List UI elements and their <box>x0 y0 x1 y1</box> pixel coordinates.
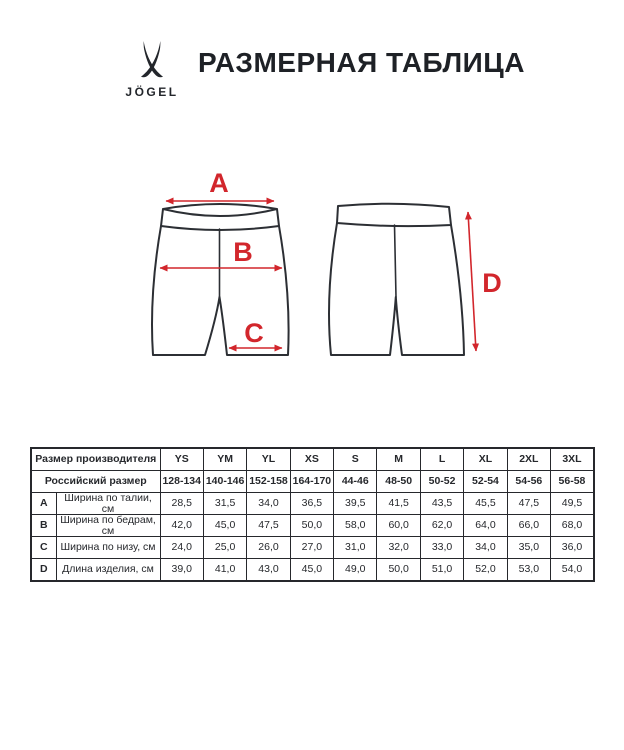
measure-value: 60,0 <box>377 515 420 537</box>
measure-value: 49,0 <box>334 559 377 582</box>
shorts-diagram <box>0 155 624 390</box>
russian-size-cell: 152-158 <box>247 471 290 493</box>
russian-size-label: Российский размер <box>31 471 160 493</box>
measure-value: 45,0 <box>203 515 246 537</box>
measure-value: 53,0 <box>507 559 550 582</box>
measure-value: 62,0 <box>420 515 463 537</box>
measure-key: B <box>31 515 56 537</box>
russian-size-cell: 48-50 <box>377 471 420 493</box>
measure-value: 31,0 <box>334 537 377 559</box>
measure-value: 58,0 <box>334 515 377 537</box>
measure-value: 33,0 <box>420 537 463 559</box>
measure-value: 45,0 <box>290 559 333 582</box>
measure-label: Длина изделия, см <box>56 559 160 582</box>
producer-size-label: Размер производителя <box>31 448 160 471</box>
russian-size-cell: 52-54 <box>464 471 507 493</box>
producer-size-cell: XS <box>290 448 333 471</box>
measure-value: 28,5 <box>160 493 203 515</box>
measure-value: 34,0 <box>247 493 290 515</box>
measure-value: 50,0 <box>290 515 333 537</box>
producer-size-cell: 2XL <box>507 448 550 471</box>
measure-value: 47,5 <box>507 493 550 515</box>
measure-value: 26,0 <box>247 537 290 559</box>
measure-value: 39,0 <box>160 559 203 582</box>
measure-row-d <box>31 559 594 582</box>
measure-label-d: D <box>482 268 502 298</box>
producer-size-cell: M <box>377 448 420 471</box>
measure-arrow-d <box>468 212 476 351</box>
measure-row-b <box>31 515 594 537</box>
measure-row-a <box>31 493 594 515</box>
brand-wordmark: JÖGEL <box>125 85 179 99</box>
measure-value: 41,5 <box>377 493 420 515</box>
producer-size-cell: XL <box>464 448 507 471</box>
measure-value: 64,0 <box>464 515 507 537</box>
measure-value: 66,0 <box>507 515 550 537</box>
size-table-body <box>31 448 594 581</box>
back-center-seam <box>395 225 397 297</box>
measure-key: C <box>31 537 56 559</box>
measure-value: 51,0 <box>420 559 463 582</box>
measure-value: 45,5 <box>464 493 507 515</box>
producer-size-cell: YL <box>247 448 290 471</box>
russian-size-cell: 164-170 <box>290 471 333 493</box>
shorts-back-view <box>329 204 464 355</box>
page-title: РАЗМЕРНАЯ ТАБЛИЦА <box>198 47 525 78</box>
measure-value: 31,5 <box>203 493 246 515</box>
producer-size-cell: L <box>420 448 463 471</box>
measure-value: 54,0 <box>551 559 594 582</box>
russian-size-cell: 140-146 <box>203 471 246 493</box>
jogel-emblem-icon <box>136 40 168 82</box>
producer-size-cell: YM <box>203 448 246 471</box>
measure-value: 47,5 <box>247 515 290 537</box>
measure-value: 25,0 <box>203 537 246 559</box>
size-table <box>30 447 595 582</box>
measure-value: 68,0 <box>551 515 594 537</box>
russian-size-cell: 128-134 <box>160 471 203 493</box>
measure-value: 35,0 <box>507 537 550 559</box>
measure-value: 34,0 <box>464 537 507 559</box>
russian-size-row <box>31 471 594 493</box>
measure-value: 32,0 <box>377 537 420 559</box>
measure-value: 49,5 <box>551 493 594 515</box>
russian-size-cell: 44-46 <box>334 471 377 493</box>
russian-size-cell: 56-58 <box>551 471 594 493</box>
measure-key: A <box>31 493 56 515</box>
producer-size-cell: YS <box>160 448 203 471</box>
measure-value: 41,0 <box>203 559 246 582</box>
measure-value: 42,0 <box>160 515 203 537</box>
measure-label: Ширина по низу, см <box>56 537 160 559</box>
measure-label: Ширина по талии, см <box>56 493 160 515</box>
measure-key: D <box>31 559 56 582</box>
measure-label-c: C <box>244 318 264 348</box>
measure-value: 43,5 <box>420 493 463 515</box>
producer-size-row <box>31 448 594 471</box>
measure-value: 43,0 <box>247 559 290 582</box>
shorts-front-view <box>152 204 289 355</box>
measure-value: 39,5 <box>334 493 377 515</box>
measure-value: 36,5 <box>290 493 333 515</box>
measure-label: Ширина по бедрам, см <box>56 515 160 537</box>
russian-size-cell: 54-56 <box>507 471 550 493</box>
measure-label-b: B <box>233 237 253 267</box>
producer-size-cell: 3XL <box>551 448 594 471</box>
measure-row-c <box>31 537 594 559</box>
measure-value: 50,0 <box>377 559 420 582</box>
measure-value: 27,0 <box>290 537 333 559</box>
front-waistband <box>161 204 279 230</box>
brand-logo <box>118 40 186 99</box>
measure-value: 52,0 <box>464 559 507 582</box>
measure-value: 24,0 <box>160 537 203 559</box>
measure-value: 36,0 <box>551 537 594 559</box>
producer-size-cell: S <box>334 448 377 471</box>
back-waistband <box>337 204 451 226</box>
russian-size-cell: 50-52 <box>420 471 463 493</box>
measure-label-a: A <box>209 168 229 198</box>
